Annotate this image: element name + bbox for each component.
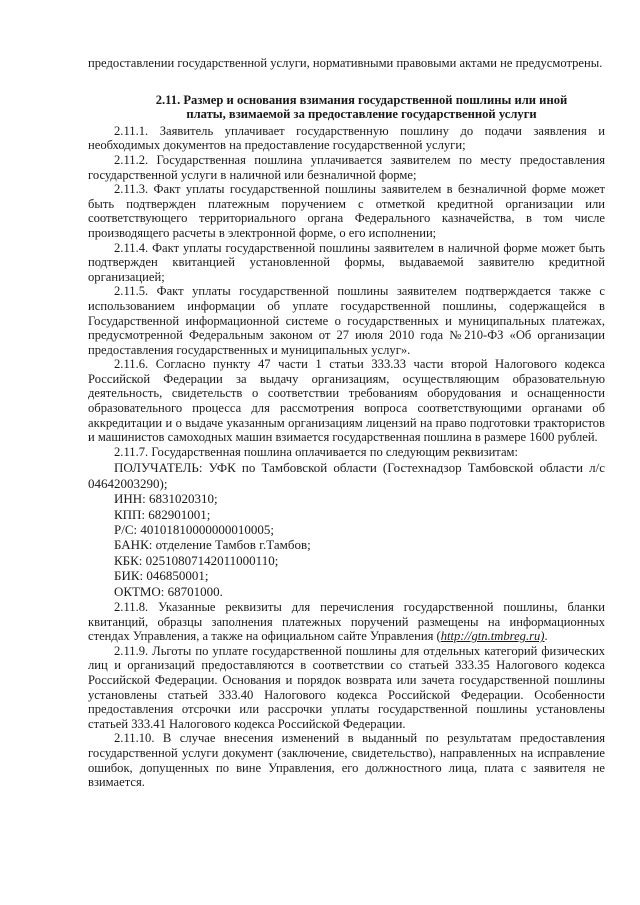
section-title-line-1: 2.11. Размер и основания взимания государственной пошлины или иной [155,92,568,107]
section-title-line-2: платы, взимаемой за предоставление государственной услуги [186,107,537,122]
requisite-bik: БИК: 046850001; [114,568,209,584]
paragraph-2-11-8-text: 2.11.8. Указанные реквизиты для перечисления государственной пошлины, бланки квитанций, образцы заполнения платежных поручений размещены на информационных стендах Управления, а также на официальном сайте Управления ( [88,600,605,644]
intro-paragraph: предоставлении государственной услуги, нормативными правовыми актами не предусмотрены. [88,56,603,70]
website-link[interactable]: http://gtn.tmbreg.ru) [440,629,545,644]
requisite-kbk: КБК: 02510807142011000110; [114,552,279,568]
paragraph-2-11-8-end: . [544,629,548,644]
paragraph-2-11-5: 2.11.5. Факт уплаты государственной пошлины заявителем подтверждается также с использованием информации об уплате государственной пошлины, содержащейся в Государственной информационной системе о государственных и муниципальных платежах, предусмотренной Федеральным законом от 27 июля 2010 года №210-ФЗ «Об организации предоставления государственных и муниципальных услуг». [88,284,605,357]
paragraph-2-11-4: 2.11.4. Факт уплаты государственной пошлины заявителем в наличной форме может быть подтвержден квитанцией установленной формы, выдаваемой заявителю кредитной организацией; [88,240,605,284]
requisite-kpp: КПП: 682901001; [114,506,211,522]
requisite-recipient: ПОЛУЧАТЕЛЬ: УФК по Тамбовской области (Гостехнадзор Тамбовской области л/с 04642003290); [88,460,605,491]
paragraph-2-11-1: 2.11.1. Заявитель уплачивает государственную пошлину до подачи заявления и необходимых документов на предоставление государственной услуги; [88,123,605,153]
document-page [88,56,605,790]
paragraph-2-11-8 [88,600,605,644]
paragraph-2-11-2: 2.11.2. Государственная пошлина уплачивается заявителем по месту предоставления государственной услуги в наличной или безналичной форме; [88,152,605,182]
requisite-account: Р/С: 40101810000000010005; [114,522,274,538]
paragraph-2-11-6: 2.11.6. Согласно пункту 47 части 1 статьи 333.33 части второй Налогового кодекса Российской Федерации за выдачу организациям, осуществляющим образовательную деятельность, свидетельств о соответствии требованиям оборудования и оснащенности образовательного процесса для рассмотрения вопроса соответствующими органами об аккредитации и о выдаче указанным организациям лицензий на право подготовки трактористов и машинистов самоходных машин взимается государственная пошлина в размере 1600 рублей. [88,357,605,445]
requisite-bank: БАНК: отделение Тамбов г.Тамбов; [114,537,311,553]
section-heading [88,93,605,122]
paragraph-2-11-10: 2.11.10. В случае внесения изменений в выданный по результатам предоставления государственной услуги документ (заключение, свидетельство), направленных на исправление ошибок, допущенных по вине Управления, его должностного лица, плата с заявителя не взимается. [88,731,605,790]
paragraph-2-11-9: 2.11.9. Льготы по уплате государственной пошлины для отдельных категорий физических лиц и организаций предоставляются в соответствии со статьей 333.35 Налогового кодекса Российской Федерации. Основания и порядок возврата или зачета государственной пошлины установлены статьей 333.40 Налогового кодекса Российской Федерации. Особенности предоставления отсрочки или рассрочки уплаты государственной пошлины установлены статьей 333.41 Налогового кодекса Российской Федерации. [88,643,605,731]
requisite-inn: ИНН: 6831020310; [114,491,218,507]
paragraph-2-11-7: 2.11.7. Государственная пошлина оплачивается по следующим реквизитам: [114,444,519,459]
payment-requisites [88,460,605,599]
paragraph-2-11-3: 2.11.3. Факт уплаты государственной пошлины заявителем в безналичной форме может быть подтвержден платежным поручением с отметкой кредитной организации или соответствующего территориального органа Федерального казначейства, в том числе производящего расчеты в электронной форме, о его исполнении; [88,182,605,240]
requisite-oktmo: ОКТМО: 68701000. [114,583,223,599]
